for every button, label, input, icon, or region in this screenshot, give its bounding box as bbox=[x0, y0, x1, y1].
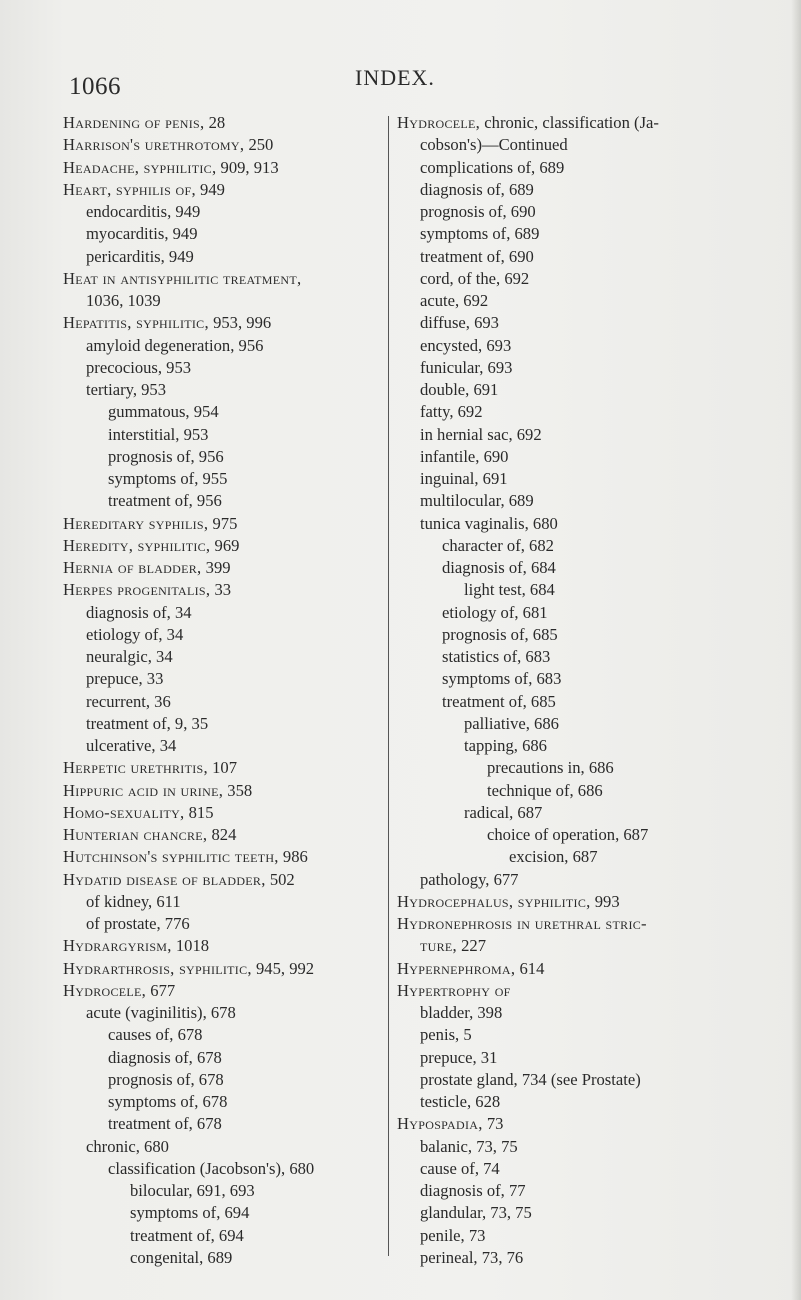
index-subentry bbox=[63, 401, 383, 423]
index-subentry bbox=[397, 757, 801, 779]
entry-text: tunica vaginalis, 680 bbox=[420, 513, 558, 533]
entry-text: perineal, 73, 76 bbox=[420, 1247, 524, 1267]
index-subentry bbox=[397, 802, 801, 824]
entry-text: in hernial sac, 692 bbox=[420, 424, 542, 444]
entry-text: treatment of, 956 bbox=[108, 491, 222, 511]
entry-text: symptoms of, 955 bbox=[108, 469, 228, 488]
entry-text: myocarditis, 949 bbox=[86, 224, 198, 244]
entry-text: precocious, 953 bbox=[86, 357, 192, 377]
index-heading-entry bbox=[63, 557, 383, 579]
index-subentry bbox=[397, 624, 801, 646]
entry-text: diagnosis of, 678 bbox=[108, 1047, 222, 1067]
index-subentry bbox=[63, 735, 383, 757]
entry-text: symptoms of, 689 bbox=[420, 224, 540, 244]
index-subentry bbox=[397, 646, 801, 668]
index-subentry bbox=[63, 1069, 383, 1091]
entry-text: prostate gland, 734 (see Prostate) bbox=[420, 1069, 641, 1089]
index-subentry bbox=[397, 490, 801, 512]
index-subentry bbox=[397, 1202, 801, 1224]
index-heading-entry bbox=[63, 112, 383, 134]
entry-text: fatty, 692 bbox=[420, 402, 483, 422]
index-subentry bbox=[63, 1113, 383, 1135]
entry-text: complications of, 689 bbox=[420, 157, 565, 177]
index-heading-entry bbox=[63, 179, 383, 201]
entry-text: of prostate, 776 bbox=[86, 914, 190, 933]
index-subentry bbox=[397, 513, 801, 535]
entry-pages: 969 bbox=[210, 535, 240, 555]
entry-text: double, 691 bbox=[420, 380, 499, 399]
index-heading-entry bbox=[397, 958, 801, 980]
entry-heading: Hypertrophy of bbox=[397, 980, 511, 1000]
index-subentry bbox=[397, 713, 801, 735]
index-subentry bbox=[397, 357, 801, 379]
entry-text: etiology of, 34 bbox=[86, 624, 184, 644]
entry-pages: 945, 992 bbox=[251, 958, 315, 978]
index-subentry bbox=[397, 869, 801, 891]
entry-text: choice of operation, 687 bbox=[487, 825, 649, 844]
entry-pages: 975 bbox=[208, 513, 238, 533]
index-subentry bbox=[63, 1225, 383, 1247]
index-heading-entry bbox=[63, 268, 383, 290]
index-subentry bbox=[397, 1158, 801, 1180]
index-subentry bbox=[397, 1047, 801, 1069]
entry-pages: 227 bbox=[456, 936, 487, 956]
entry-text: prepuce, 31 bbox=[420, 1047, 498, 1067]
index-subentry bbox=[397, 1136, 801, 1158]
index-heading-entry bbox=[397, 913, 801, 935]
index-subentry bbox=[397, 691, 801, 713]
entry-pages: 614 bbox=[515, 958, 545, 978]
index-subentry bbox=[397, 268, 801, 290]
entry-pages: 909, 913 bbox=[216, 157, 279, 177]
index-subentry bbox=[397, 1180, 801, 1202]
index-heading-entry bbox=[397, 980, 801, 1002]
index-subentry bbox=[63, 246, 383, 268]
entry-text: technique of, 686 bbox=[487, 780, 603, 800]
entry-heading: Hydatid disease of bladder, bbox=[63, 869, 266, 889]
index-heading-entry bbox=[63, 846, 383, 868]
entry-text: diffuse, 693 bbox=[420, 313, 499, 333]
index-subentry bbox=[397, 1002, 801, 1024]
entry-heading: Hydrocephalus, syphilitic, bbox=[397, 891, 591, 911]
entry-text: symptoms of, 683 bbox=[442, 669, 562, 689]
entry-pages: 73 bbox=[482, 1114, 504, 1134]
index-subentry bbox=[63, 379, 383, 401]
index-subentry bbox=[63, 891, 383, 913]
index-subentry bbox=[63, 1247, 383, 1269]
entry-text: pericarditis, 949 bbox=[86, 246, 194, 266]
entry-heading: Heredity, syphilitic, bbox=[63, 535, 211, 555]
entry-pages: 358 bbox=[223, 780, 253, 800]
entry-text: cause of, 74 bbox=[420, 1158, 500, 1178]
index-heading-entry bbox=[63, 935, 383, 957]
entry-text: 1036, 1039 bbox=[86, 291, 161, 310]
index-subentry bbox=[397, 1069, 801, 1091]
entry-pages: 502 bbox=[265, 869, 295, 889]
page-number: 1066 bbox=[69, 73, 121, 100]
entry-text: ulcerative, 34 bbox=[86, 736, 177, 755]
entry-text: testicle, 628 bbox=[420, 1092, 501, 1111]
index-subentry bbox=[397, 379, 801, 401]
entry-pages: 815 bbox=[184, 802, 214, 822]
entry-text: cobson's)—Continued bbox=[420, 135, 568, 155]
index-subentry bbox=[397, 780, 801, 802]
index-subentry bbox=[63, 357, 383, 379]
entry-text: inguinal, 691 bbox=[420, 469, 508, 488]
index-heading-entry bbox=[63, 824, 383, 846]
entry-text: congenital, 689 bbox=[130, 1247, 233, 1267]
entry-pages: 250 bbox=[244, 135, 274, 155]
entry-pages: 28 bbox=[204, 113, 226, 132]
entry-text: pathology, 677 bbox=[420, 869, 519, 889]
entry-text: excision, 687 bbox=[509, 847, 598, 867]
entry-text: tertiary, 953 bbox=[86, 380, 167, 399]
entry-heading: Hydronephrosis in urethral stric- bbox=[397, 914, 647, 933]
entry-text: balanic, 73, 75 bbox=[420, 1136, 518, 1156]
index-subentry bbox=[63, 1091, 383, 1113]
index-subentry bbox=[63, 490, 383, 512]
index-subentry bbox=[397, 535, 801, 557]
entry-text: neuralgic, 34 bbox=[86, 647, 173, 666]
index-heading-entry bbox=[63, 980, 383, 1002]
entry-heading: Herpetic urethritis, bbox=[63, 758, 208, 778]
index-subentry bbox=[63, 223, 383, 245]
entry-text: penis, 5 bbox=[420, 1025, 472, 1045]
index-subentry bbox=[63, 201, 383, 223]
index-subentry bbox=[63, 1024, 383, 1046]
index-subentry bbox=[397, 1024, 801, 1046]
index-heading-entry bbox=[63, 312, 383, 334]
entry-text: symptoms of, 694 bbox=[130, 1203, 250, 1223]
entry-text: acute (vaginilitis), 678 bbox=[86, 1003, 236, 1022]
entry-text: infantile, 690 bbox=[420, 446, 509, 466]
entry-text: cord, of the, 692 bbox=[420, 268, 530, 288]
entry-text: recurrent, 36 bbox=[86, 691, 171, 711]
index-subentry bbox=[63, 602, 383, 624]
entry-heading: Hydrocele, bbox=[63, 980, 147, 1000]
entry-heading: Hippuric acid in urine, bbox=[63, 780, 224, 800]
index-subentry bbox=[397, 246, 801, 268]
entry-text: chronic, 680 bbox=[86, 1136, 169, 1156]
index-subentry bbox=[63, 1202, 383, 1224]
index-subentry bbox=[63, 335, 383, 357]
entry-text: character of, 682 bbox=[442, 535, 554, 555]
index-subentry bbox=[63, 1158, 383, 1180]
entry-heading: Hepatitis, syphilitic, bbox=[63, 313, 209, 333]
entry-pages: 33 bbox=[210, 580, 232, 600]
entry-heading: Hutchinson's syphilitic teeth, bbox=[63, 847, 279, 867]
entry-pages: 953, 996 bbox=[208, 313, 272, 333]
index-subentry bbox=[397, 579, 801, 601]
index-subentry bbox=[397, 290, 801, 312]
entry-text: statistics of, 683 bbox=[442, 647, 551, 666]
index-subentry bbox=[397, 1225, 801, 1247]
index-subentry bbox=[397, 1091, 801, 1113]
entry-text: diagnosis of, 77 bbox=[420, 1181, 526, 1200]
entry-text: diagnosis of, 34 bbox=[86, 602, 192, 622]
index-subentry bbox=[63, 468, 383, 490]
index-subentry bbox=[397, 424, 801, 446]
entry-heading: Headache, syphilitic, bbox=[63, 157, 217, 177]
entry-heading: Hereditary syphilis, bbox=[63, 513, 209, 533]
entry-text: causes of, 678 bbox=[108, 1025, 203, 1045]
index-column-right bbox=[397, 112, 801, 1269]
entry-heading: Hypernephroma, bbox=[397, 958, 516, 978]
entry-text: tapping, 686 bbox=[464, 736, 547, 755]
index-heading-entry bbox=[63, 757, 383, 779]
entry-heading: Hydrarthrosis, syphilitic, bbox=[63, 958, 252, 978]
entry-text: treatment of, 678 bbox=[108, 1114, 222, 1134]
index-subentry bbox=[397, 223, 801, 245]
index-subentry bbox=[397, 312, 801, 334]
index-subentry bbox=[63, 1047, 383, 1069]
index-subentry bbox=[63, 668, 383, 690]
entry-text: precautions in, 686 bbox=[487, 758, 614, 778]
running-head: INDEX. bbox=[355, 65, 435, 90]
entry-text: diagnosis of, 689 bbox=[420, 179, 534, 199]
index-subentry bbox=[397, 468, 801, 490]
entry-text: of kidney, 611 bbox=[86, 891, 181, 911]
entry-text: symptoms of, 678 bbox=[108, 1092, 228, 1111]
index-heading-entry bbox=[397, 1113, 801, 1135]
index-subentry bbox=[397, 446, 801, 468]
index-subentry bbox=[63, 1180, 383, 1202]
entry-text: acute, 692 bbox=[420, 291, 489, 310]
index-heading-entry bbox=[397, 112, 801, 134]
index-heading-entry bbox=[63, 869, 383, 891]
index-subentry bbox=[63, 913, 383, 935]
entry-heading: Hydrargyrism, bbox=[63, 936, 172, 956]
entry-heading: Homo-sexuality, bbox=[63, 802, 185, 822]
entry-heading: Herpes progenitalis, bbox=[63, 580, 211, 600]
index-subentry bbox=[63, 290, 383, 312]
entry-pages: 986 bbox=[278, 847, 308, 867]
entry-heading: Hypospadia, bbox=[397, 1114, 483, 1134]
entry-text: diagnosis of, 684 bbox=[442, 558, 556, 577]
entry-text: prognosis of, 685 bbox=[442, 624, 558, 644]
entry-heading: Hernia of bladder, bbox=[63, 558, 202, 577]
index-subentry bbox=[63, 424, 383, 446]
index-subentry bbox=[397, 846, 801, 868]
entry-text: etiology of, 681 bbox=[442, 602, 548, 622]
index-heading-entry bbox=[397, 891, 801, 913]
index-heading-entry bbox=[63, 157, 383, 179]
entry-text: light test, 684 bbox=[464, 580, 555, 600]
entry-text: endocarditis, 949 bbox=[86, 202, 201, 221]
entry-text: palliative, 686 bbox=[464, 713, 559, 733]
entry-pages: 399 bbox=[201, 558, 231, 577]
index-subentry bbox=[63, 1002, 383, 1024]
entry-text: prognosis of, 690 bbox=[420, 202, 536, 221]
index-heading-entry bbox=[63, 513, 383, 535]
entry-heading: Harrison's urethrotomy, bbox=[63, 135, 245, 155]
index-column-left bbox=[63, 112, 383, 1269]
entry-text: treatment of, 9, 35 bbox=[86, 713, 209, 733]
entry-pages: 824 bbox=[207, 825, 237, 844]
entry-pages: 1018 bbox=[171, 936, 210, 956]
entry-heading: Heart, syphilis of, bbox=[63, 179, 196, 199]
index-subentry bbox=[63, 691, 383, 713]
index-heading-entry bbox=[63, 134, 383, 156]
entry-text: treatment of, 694 bbox=[130, 1225, 244, 1245]
entry-text: prognosis of, 678 bbox=[108, 1069, 224, 1089]
index-heading-entry bbox=[63, 958, 383, 980]
index-subentry bbox=[397, 735, 801, 757]
entry-pages: 949 bbox=[195, 179, 225, 199]
index-subentry bbox=[63, 1136, 383, 1158]
entry-text: interstitial, 953 bbox=[108, 424, 209, 444]
index-heading-entry bbox=[63, 535, 383, 557]
index-heading-entry bbox=[63, 579, 383, 601]
entry-text: penile, 73 bbox=[420, 1225, 486, 1245]
index-subentry bbox=[397, 602, 801, 624]
entry-text: prognosis of, 956 bbox=[108, 446, 224, 466]
index-subentry bbox=[397, 401, 801, 423]
index-heading-entry bbox=[397, 935, 801, 957]
entry-text: encysted, 693 bbox=[420, 335, 512, 355]
entry-pages: 677 bbox=[146, 980, 176, 1000]
entry-text: prepuce, 33 bbox=[86, 669, 164, 689]
entry-pages: chronic, classification (Ja- bbox=[480, 113, 659, 132]
page-edge-shadow bbox=[791, 0, 801, 1300]
index-subentry bbox=[397, 1247, 801, 1269]
index-heading-entry bbox=[63, 780, 383, 802]
entry-text: amyloid degeneration, 956 bbox=[86, 335, 264, 355]
entry-text: radical, 687 bbox=[464, 802, 543, 822]
entry-text: bilocular, 691, 693 bbox=[130, 1181, 255, 1200]
index-subentry bbox=[397, 134, 801, 156]
entry-pages: 993 bbox=[590, 891, 620, 911]
entry-heading: ture, bbox=[420, 936, 457, 956]
entry-heading: Heat in antisyphilitic treatment, bbox=[63, 268, 302, 288]
index-subentry bbox=[397, 824, 801, 846]
index-subentry bbox=[63, 646, 383, 668]
entry-heading: Hydrocele, bbox=[397, 113, 481, 132]
entry-text: glandular, 73, 75 bbox=[420, 1203, 532, 1223]
entry-pages: 107 bbox=[207, 758, 237, 778]
column-divider bbox=[388, 116, 389, 1256]
index-subentry bbox=[397, 201, 801, 223]
index-subentry bbox=[63, 446, 383, 468]
entry-text: bladder, 398 bbox=[420, 1003, 503, 1022]
entry-text: treatment of, 685 bbox=[442, 691, 556, 711]
entry-text: treatment of, 690 bbox=[420, 246, 534, 266]
entry-text: funicular, 693 bbox=[420, 357, 513, 377]
index-subentry bbox=[397, 668, 801, 690]
index-subentry bbox=[397, 335, 801, 357]
index-subentry bbox=[63, 713, 383, 735]
entry-heading: Hardening of penis, bbox=[63, 113, 205, 132]
entry-heading: Hunterian chancre, bbox=[63, 825, 208, 844]
index-subentry bbox=[397, 557, 801, 579]
index-heading-entry bbox=[63, 802, 383, 824]
index-subentry bbox=[397, 157, 801, 179]
index-subentry bbox=[397, 179, 801, 201]
entry-text: multilocular, 689 bbox=[420, 491, 534, 511]
entry-text: classification (Jacobson's), 680 bbox=[108, 1158, 315, 1178]
index-subentry bbox=[63, 624, 383, 646]
entry-text: gummatous, 954 bbox=[108, 402, 219, 422]
